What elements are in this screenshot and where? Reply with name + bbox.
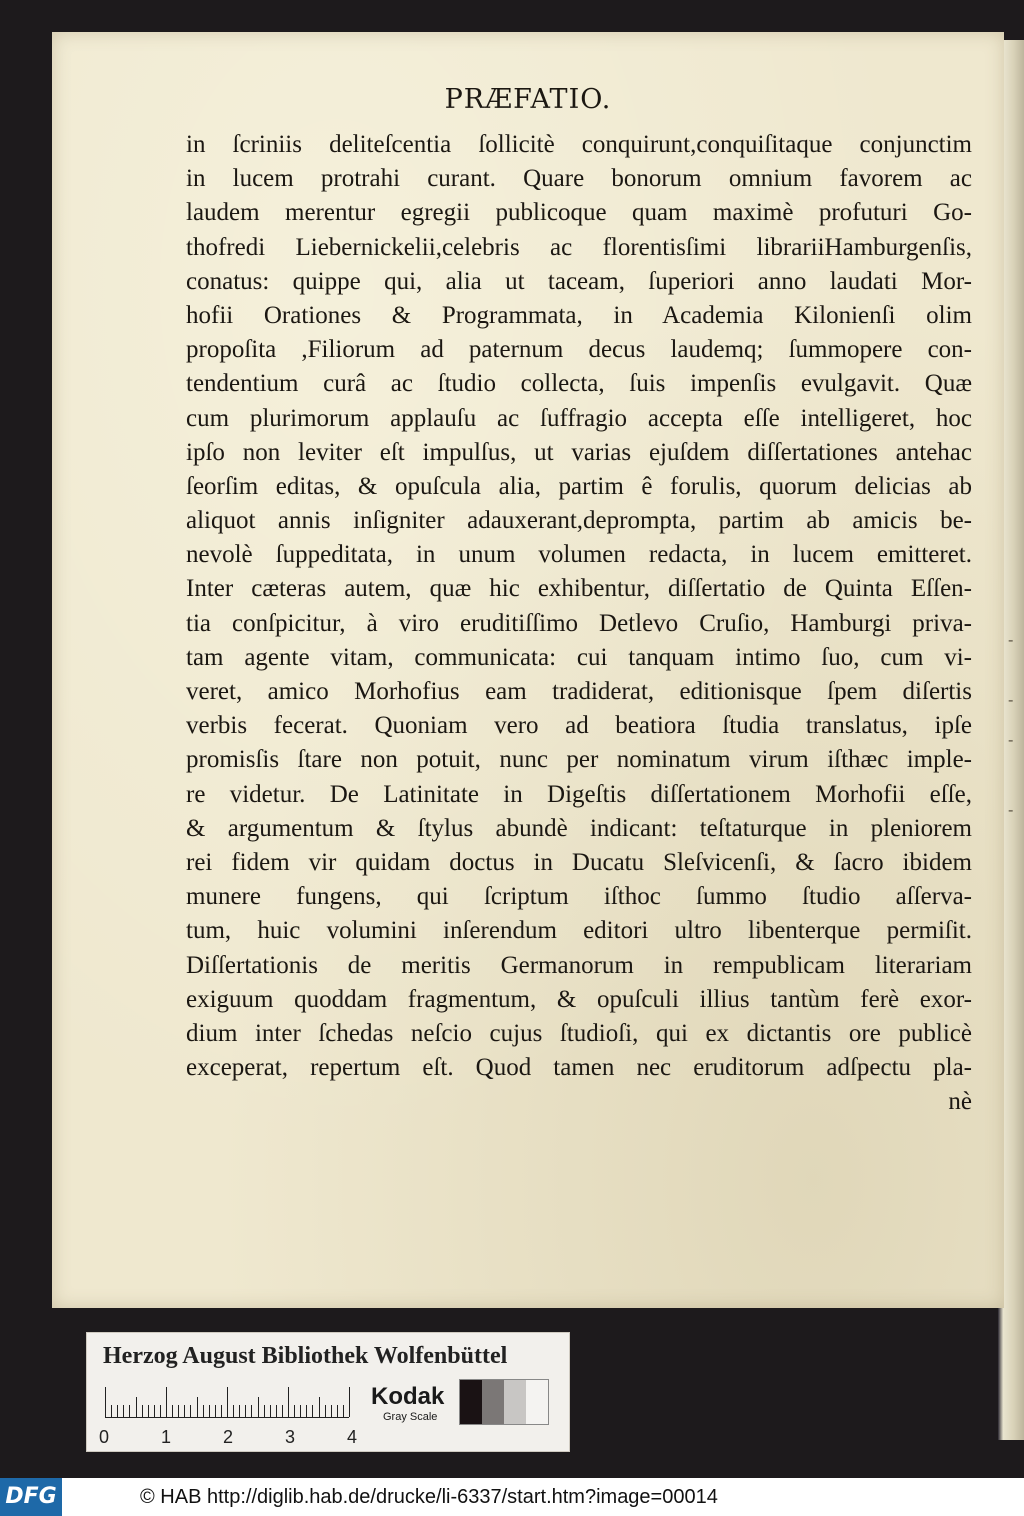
ruler-number: 2 [223, 1427, 234, 1447]
text-line: ſeorſim editas, & opuſcula alia, partim ê forulis, quorum delicias ab [186, 472, 972, 500]
text-line: in lucem protrahi curant. Quare bonorum omnium favorem ac [186, 165, 972, 193]
ruler-tick [203, 1405, 204, 1417]
text-line: hofii Orationes & Programmata, in Academia Kilonienſi olim [186, 301, 972, 329]
text-line: tum, huic volumini inſerendum editori ultro libenterque permiſit. [186, 917, 972, 945]
ruler-tick [136, 1397, 137, 1417]
text-line: in ſcriniis deliteſcentia ſollicitè conquirunt,conquiſitaque conjunctim [186, 131, 972, 158]
ruler-tick [337, 1405, 338, 1417]
text-line: conatus: quippe qui, alia ut taceam, ſuperiori anno laudati Mor- [186, 267, 972, 295]
ruler-tick [251, 1405, 252, 1417]
text-line: munere fungens, qui ſcriptum iſthoc ſummo ſtudio aſſerva- [186, 883, 972, 911]
ruler-tick [111, 1405, 112, 1417]
text-line: cum plurimorum applauſu ac ſuffragio accepta eſſe intelligeret, hoc [186, 404, 972, 432]
ruler-tick [300, 1405, 301, 1417]
ruler-tick [197, 1397, 198, 1417]
ruler-tick [105, 1387, 106, 1417]
text-line: dium inter ſchedas neſcio cujus ſtudioſi, qui ex dictantis ore publicè [186, 1019, 972, 1047]
ruler-tick [184, 1405, 185, 1417]
footer-bar [0, 1478, 1024, 1516]
ruler-tick [312, 1405, 313, 1417]
ruler-tick [258, 1397, 259, 1417]
dfg-logo[interactable]: DFG [0, 1478, 62, 1516]
ruler-tick [270, 1405, 271, 1417]
copyright-link[interactable]: © HAB http://diglib.hab.de/drucke/li-6337/start.htm?image=00014 [140, 1486, 718, 1508]
text-line: exiguum quoddam fragmentum, & opuſculi illius tantùm ferè exor- [186, 985, 972, 1013]
ruler-tick [239, 1405, 240, 1417]
text-line: propoſita ,Filiorum ad paternum decus laudemq; ſummopere con- [186, 336, 972, 364]
body-text [186, 128, 972, 1119]
ruler-tick [294, 1405, 295, 1417]
color-scale-card [86, 1332, 570, 1452]
gray-patch [482, 1380, 504, 1424]
text-line: re videtur. De Latinitate in Digeſtis diſſertationem Morhofii eſſe, [186, 780, 972, 808]
ruler-tick [276, 1405, 277, 1417]
ruler-number: 0 [99, 1427, 110, 1447]
gray-patch [460, 1380, 482, 1424]
ruler-tick [288, 1387, 289, 1417]
text-line: aliquot annis inſigniter adauxerant,deprompta, partim ab amicis be- [186, 507, 972, 535]
ruler-number: 4 [347, 1427, 358, 1447]
ruler-tick [209, 1405, 210, 1417]
ruler-tick [245, 1405, 246, 1417]
ruler-tick [343, 1405, 344, 1417]
text-line: veret, amico Morhofius eam tradiderat, editionisque ſpem diſertis [186, 678, 972, 705]
text-line: tendentium curâ ac ſtudio collecta, ſuis impenſis evulgavit. Quæ [186, 370, 972, 398]
text-line: Inter cæteras autem, quæ hic exhibentur, diſſertatio de Quinta Eſſen- [186, 575, 972, 603]
text-line: thofredi Liebernickelii,celebris ac florentisſimi librariiHamburgenſis, [186, 233, 972, 261]
ruler-tick [178, 1405, 179, 1417]
ruler-tick [215, 1405, 216, 1417]
ruler-tick [142, 1405, 143, 1417]
text-line: laudem merentur egregii publicoque quam maximè profuturi Go- [186, 199, 972, 227]
ruler-tick [264, 1405, 265, 1417]
ruler-tick [129, 1405, 130, 1417]
ruler-tick [190, 1405, 191, 1417]
text-line: ipſo non leviter eſt impulſus, ut varias ejuſdem diſſertationes antehac [186, 438, 972, 466]
ruler-tick [233, 1405, 234, 1417]
running-head: PRÆFATIO. [444, 84, 612, 115]
gray-patch [504, 1380, 526, 1424]
ruler-tick [154, 1405, 155, 1417]
ruler-tick [166, 1387, 167, 1417]
gray-patches [459, 1379, 549, 1425]
ruler-tick [227, 1387, 228, 1417]
ruler-tick [160, 1405, 161, 1417]
ruler-tick [221, 1405, 222, 1417]
ruler-tick [117, 1405, 118, 1417]
ruler-tick [319, 1397, 320, 1417]
gray-scale-label: Gray Scale [383, 1411, 438, 1423]
ruler-number: 1 [161, 1427, 172, 1447]
book-page [52, 32, 1004, 1308]
text-line: promisſis ſtare non potuit, nunc per nominatum virum iſthæc imple- [186, 746, 972, 774]
text-line: tam agente vitam, communicata: cui tanquam intimo ſuo, cum vi- [186, 643, 972, 671]
book-edge: - - - - [998, 40, 1024, 1440]
catchword: nè [948, 1088, 972, 1116]
ruler-tick [306, 1405, 307, 1417]
ruler-tick [325, 1405, 326, 1417]
ruler-tick [282, 1405, 283, 1417]
ruler-tick [331, 1405, 332, 1417]
text-line: nevolè ſuppeditata, in unum volumen redacta, in lucem emitteret. [186, 541, 972, 569]
text-line: exceperat, repertum eſt. Quod tamen nec eruditorum adſpectu pla- [186, 1054, 972, 1082]
text-line: Diſſertationis de meritis Germanorum in rempublicam literariam [186, 951, 972, 979]
ruler-tick [349, 1387, 350, 1417]
ruler-tick [148, 1405, 149, 1417]
gray-patch [526, 1380, 548, 1424]
kodak-logo: Kodak [371, 1383, 445, 1410]
ruler-number: 3 [285, 1427, 296, 1447]
ruler-tick [123, 1405, 124, 1417]
ruler-tick [172, 1405, 173, 1417]
text-line: tia conſpicitur, à viro eruditiſſimo Detlevo Cruſio, Hamburgi priva- [186, 609, 972, 637]
text-line: verbis fecerat. Quoniam vero ad beatiora ſtudia translatus, ipſe [186, 712, 972, 740]
text-line: & argumentum & ſtylus abundè indicant: teſtaturque in pleniorem [186, 814, 972, 842]
text-line: rei fidem vir quidam doctus in Ducatu Sleſvicenſi, & ſacro ibidem [186, 848, 972, 876]
ruler [105, 1387, 349, 1418]
library-name: Herzog August Bibliothek Wolfenbüttel [103, 1343, 508, 1369]
